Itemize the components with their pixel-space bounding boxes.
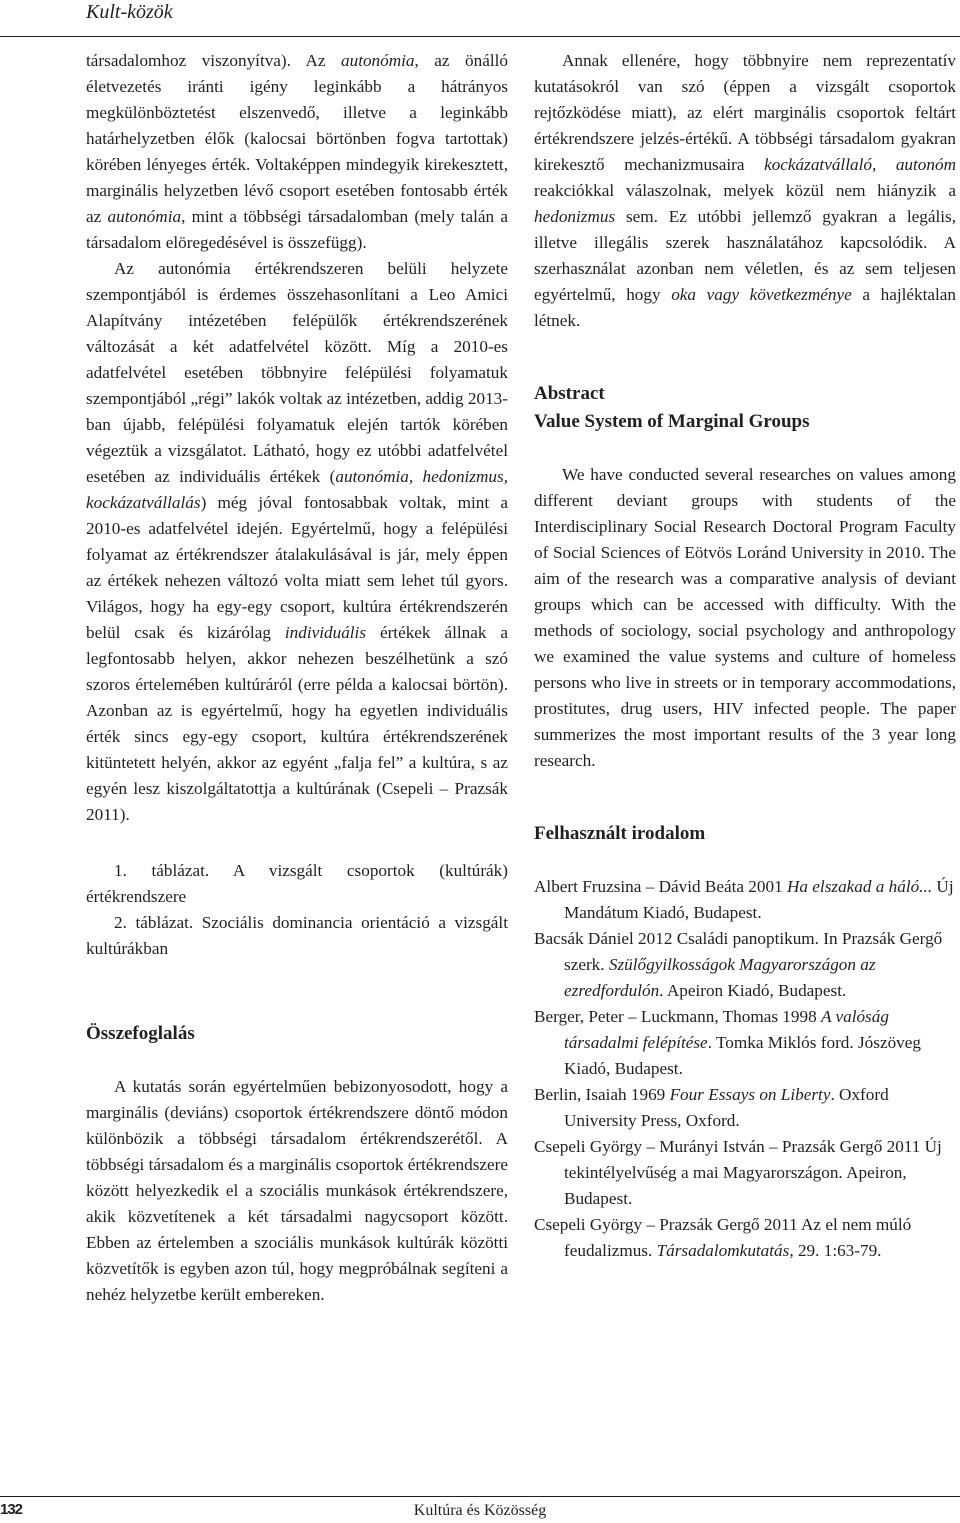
italic-emphasis: autonómia [341,51,415,70]
references-heading: Felhasznált irodalom [534,823,706,844]
italic-emphasis: Four Essays on Liberty [669,1085,831,1104]
italic-emphasis: Szülőgyilkosságok Magyarországon az ezredfordulón [564,955,876,1000]
reference-item: Berger, Peter – Luckmann, Thomas 1998 A valóság társadalmi felépítése. Tomka Miklós ford. Jószöveg Kiadó, Budapest. [534,1007,921,1078]
italic-emphasis: Ha elszakad a háló... [786,877,933,896]
body-paragraph-1: társadalomhoz viszonyítva). Az autonómia, az önálló életvezetés iránti igény leginkább a hátrányos megkülönböztetést elszenvedő, illetve a leginkább határhelyzetben élők (kalocsai börtönben fogva tartottak) körében lényeges érték. Voltaképpen mindegyik kirekesztett, marginális helyzetben lévő csoport esetében fontosabb érték az autonómia, mint a többségi társadalomban (mely talán a társadalom elöregedésével is összefügg). [86,51,508,252]
references-list [534,874,956,1264]
italic-emphasis: oka vagy következménye [671,285,852,304]
reference-item: Albert Fruzsina – Dávid Beáta 2001 Ha elszakad a háló... Új Mandátum Kiadó, Budapest. [534,877,954,922]
left-column [86,48,508,1308]
abstract-heading: Abstract [534,383,605,404]
abstract-title: Value System of Marginal Groups [534,411,810,432]
running-header: Kult-közök [86,1,173,23]
table-captions [86,858,508,962]
italic-emphasis: autonómia [107,207,182,226]
table-caption-1: 1. táblázat. A vizsgált csoportok (kultúrák) értékrendszere [86,861,508,906]
reference-item: Csepeli György – Prazsák Gergő 2011 Az el nem múló feudalizmus. Társadalomkutatás, 29. 1:63-79. [534,1215,912,1260]
abstract-paragraph: We have conducted several researches on values among different deviant groups with students of the Interdisciplinary Social Research Doctoral Program Faculty of Social Sciences of Eötvös Loránd University in 2010. The aim of the research was a comparative analysis of deviant groups which can be accessed with difficulty. With the methods of sociology, social psychology and anthropology we examined the value systems and culture of homeless persons who live in streets or in temporary accommodations, prostitutes, drug users, HIV infected people. The paper summerizes the most important results of the 3 year long research. [534,465,956,770]
italic-emphasis: hedonizmus [534,207,616,226]
footer-divider [0,1496,960,1497]
right-column [534,48,956,1264]
reference-item: Csepeli György – Murányi István – Prazsák Gergő 2011 Új tekintélyelvűség a mai Magyarországon. Apeiron, Budapest. [534,1137,942,1208]
header-divider [0,36,960,37]
body-paragraph-2: Az autonómia értékrendszeren belüli helyzete szempontjából is érdemes összehasonlítani a Leo Amici Alapítvány intézetében felépülők értékrendszerének változását a két adatfelvétel között. Míg a 2010-es adatfelvétel esetében többnyire felépülési folyamatuk szempontjából „régi” lakók voltak az intézetben, addig 2013-ban újabb, felépülési folyamatuk elején tartók körében végeztük a vizsgálatot. Látható, hogy ez utóbbi adatfelvétel esetében az individuális értékek (autonómia, hedonizmus, kockázatvállalás) még jóval fontosabbak voltak, mint a 2010-es adatfelvétel idején. Egyértelmű, hogy a felépülési folyamat az értékrendszer átalakulásával is jár, mely éppen az értékek nehezen változó volta miatt sem lehet túl gyors. Világos, hogy ha egy-egy csoport, kultúra értékrendszerén belül csak és kizárólag individuális értékek állnak a legfontosabb helyen, akkor nehezen beszélhetünk a szó szoros értelemében kultúráról (erre példa a kalocsai börtön). Azonban az is egyértelmű, hogy ha egyetlen individuális érték sincs egy-egy csoport, kultúra értékrendszerének kitüntetett helyén, akkor az egyént „falja fel” a kultúra, s az egyén lesz kiszolgáltatottja a kultúrának (Csepeli – Prazsák 2011). [86,259,508,824]
italic-emphasis: individuális [284,623,367,642]
italic-emphasis: kockázatvállaló, autonóm [764,155,956,174]
reference-item: Berlin, Isaiah 1969 Four Essays on Liberty. Oxford University Press, Oxford. [534,1085,889,1130]
summary-heading: Összefoglalás [86,1023,195,1044]
summary-paragraph: A kutatás során egyértelműen bebizonyosodott, hogy a marginális (deviáns) csoportok értékrendszere döntő módon különbözik a többségi társadalom értékrendszerétől. A többségi társadalom és a marginális csoportok értékrendszere között helyezkedik el a szociális munkások értékrendszere, akik közvetítenek a két társadalmi nagycsoport között. Ebben az értelemben a szociális munkások kultúrák közötti közvetítők is egyben azon túl, hogy megpróbálnak segíteni a nehéz helyzetbe került embereken. [86,1077,508,1304]
italic-emphasis: autonómia, hedonizmus, kockázatvállalás [86,467,508,512]
italic-emphasis: A valóság társadalmi felépítése [564,1007,889,1052]
body-paragraph-3: Annak ellenére, hogy többnyire nem reprezentatív kutatásokról van szó (éppen a vizsgált csoportok rejtőzködése miatt), az elért marginális csoportok feltárt értékrendszere jelzés-értékű. A többségi társadalom gyakran kirekesztő mechanizmusaira kockázatvállaló, autonóm reakciókkal válaszolnak, melyek közül nem hiányzik a hedonizmus sem. Ez utóbbi jellemző gyakran a legális, illetve illegális szerek használatához kapcsolódik. A szerhasználat azonban nem véletlen, és az sem teljesen egyértelmű, hogy oka vagy következménye a hajléktalan létnek. [534,51,956,330]
journal-name: Kultúra és Közösség [413,1502,547,1519]
italic-emphasis: Társadalomkutatás [656,1241,790,1260]
page-number: 132 [0,1501,23,1518]
table-caption-2: 2. táblázat. Szociális dominancia orientáció a vizsgált kultúrákban [86,913,508,958]
reference-item: Bacsák Dániel 2012 Családi panoptikum. In Prazsák Gergő szerk. Szülőgyilkosságok Magyarországon az ezredfordulón. Apeiron Kiadó, Budapest. [534,929,943,1000]
